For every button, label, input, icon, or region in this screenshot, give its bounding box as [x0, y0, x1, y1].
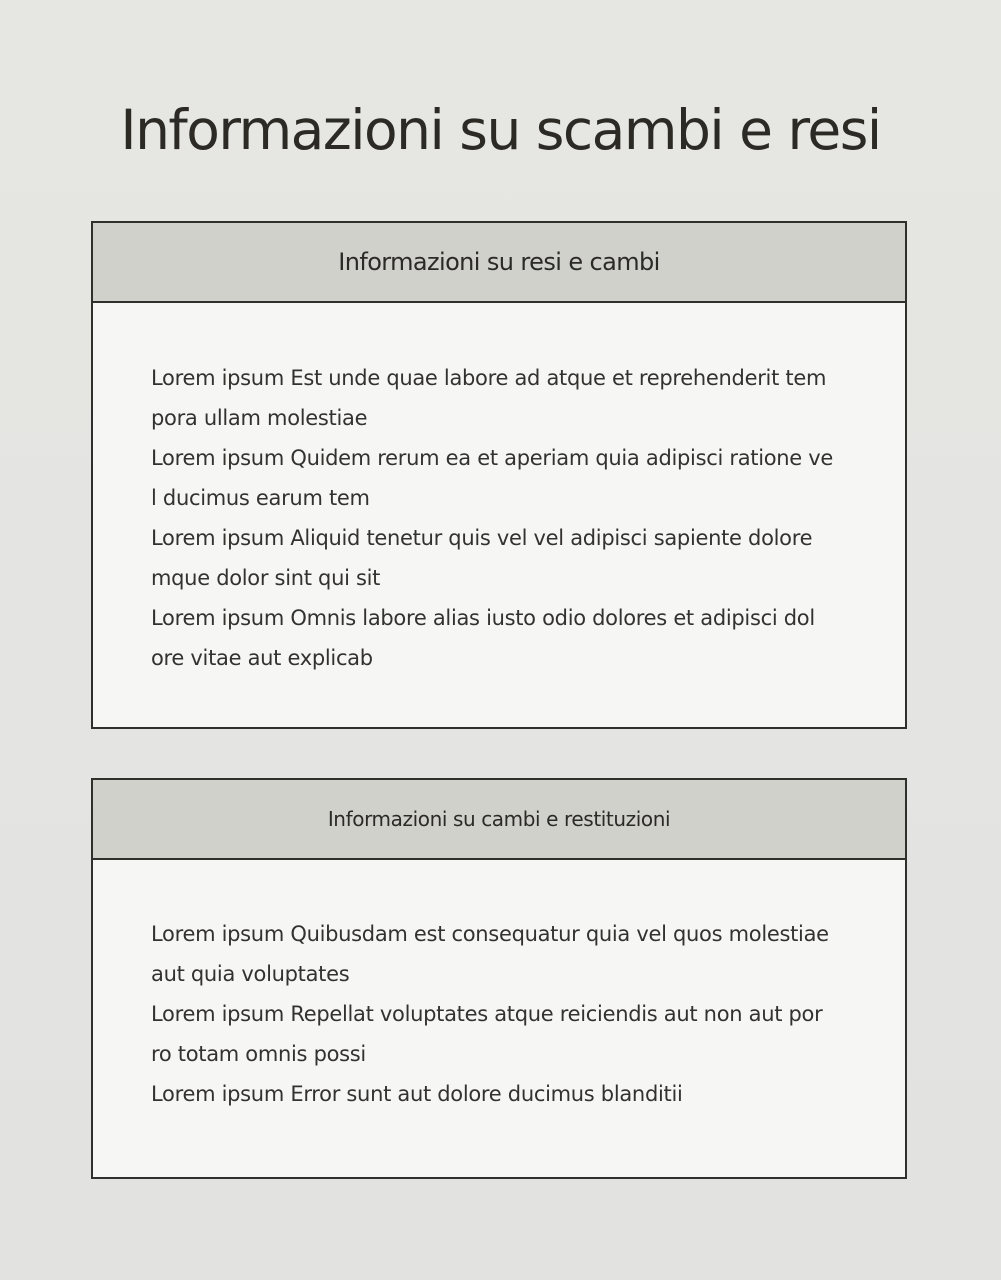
body-text-line: ore vitae aut explicab — [151, 646, 373, 670]
body-text-line: Lorem ipsum Repellat voluptates atque reiciendis aut non aut por — [151, 1002, 823, 1026]
body-text-line: Lorem ipsum Quibusdam est consequatur quia vel quos molestiae — [151, 922, 829, 946]
section-heading: Informazioni su resi e cambi — [338, 248, 660, 276]
body-text-line: Lorem ipsum Error sunt aut dolore ducimus blanditii — [151, 1082, 683, 1106]
body-text-line: ro totam omnis possi — [151, 1042, 366, 1066]
body-text-line: Lorem ipsum Aliquid tenetur quis vel vel adipisci sapiente dolore — [151, 526, 813, 550]
body-text-line: mque dolor sint qui sit — [151, 566, 381, 590]
body-text-line: pora ullam molestiae — [151, 406, 368, 430]
body-text-line: Lorem ipsum Omnis labore alias iusto odio dolores et adipisci dol — [151, 606, 815, 630]
section-header — [93, 223, 905, 303]
section-heading: Informazioni su cambi e restituzioni — [327, 807, 671, 831]
page-title: Informazioni su scambi e resi — [120, 98, 881, 162]
section-body — [93, 303, 905, 678]
section-header — [93, 780, 905, 860]
body-text-line: aut quia voluptates — [151, 962, 350, 986]
returns-exchanges-section — [91, 221, 907, 729]
body-text-line: Lorem ipsum Quidem rerum ea et aperiam quia adipisci ratione ve — [151, 446, 834, 470]
section-body — [93, 860, 905, 1114]
body-text-line: l ducimus earum tem — [151, 486, 370, 510]
exchanges-refunds-section — [91, 778, 907, 1179]
body-text-line: Lorem ipsum Est unde quae labore ad atque et reprehenderit tem — [151, 366, 827, 390]
